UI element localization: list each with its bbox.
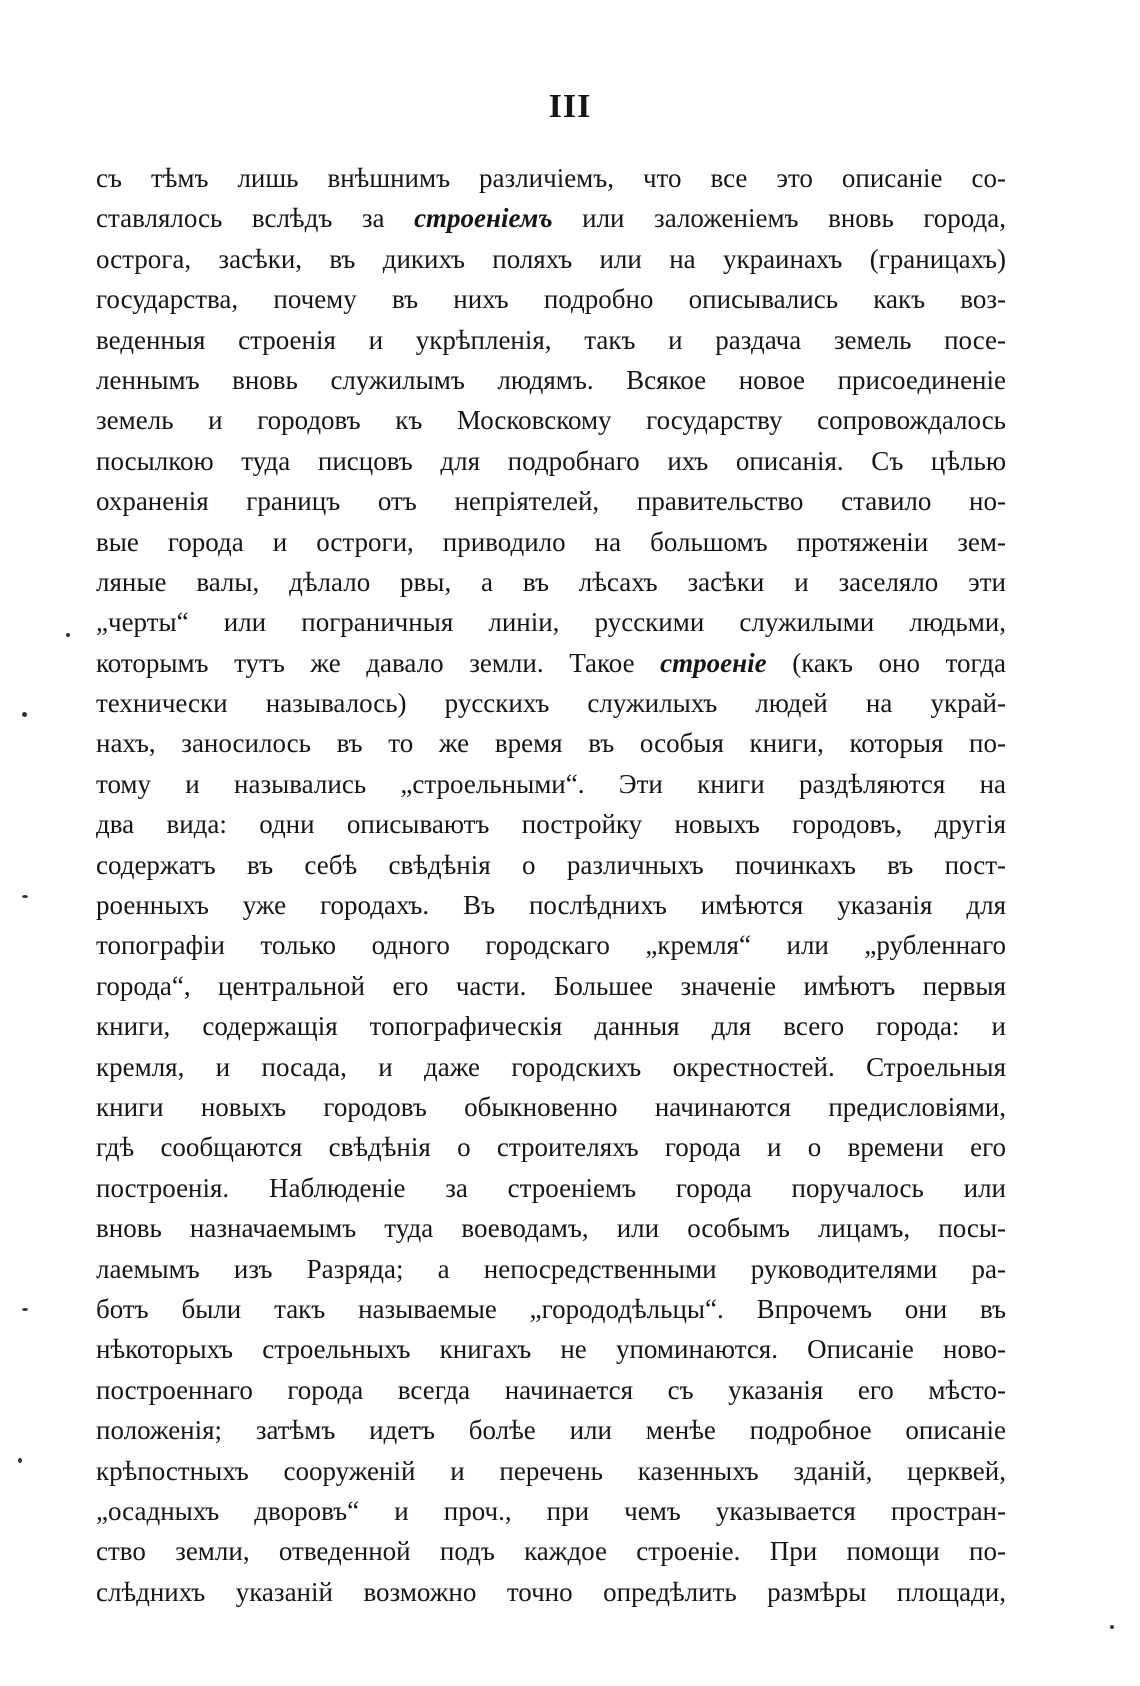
body-text: [96, 158, 1006, 1612]
text-line: [96, 643, 1006, 683]
text-line: [96, 1451, 1006, 1491]
text-segment: ство земли, отведенной подъ каждое строеніе. При помощи по-: [96, 1536, 1006, 1567]
text-segment: города“, центральной его части. Большее значеніе имѣютъ первыя: [96, 970, 1006, 1001]
text-line: [96, 1006, 1006, 1046]
text-segment: нѣкоторыхъ строельныхъ книгахъ не упоминаются. Описаніе ново-: [96, 1334, 1006, 1365]
text-segment: топографіи только одного городскаго „кремля“ или „рубленнаго: [96, 930, 1006, 961]
text-segment: лаемымъ изъ Разряда; а непосредственными руководителями ра-: [96, 1253, 1006, 1284]
text-segment: два вида: одни описываютъ постройку новыхъ городовъ, другія: [96, 809, 1006, 840]
text-segment: земель и городовъ къ Московскому государству сопровождалось: [96, 405, 1006, 436]
text-segment: острога, засѣки, въ дикихъ поляхъ или на украинахъ (границахъ): [96, 243, 1006, 274]
margin-speck: [18, 1458, 22, 1463]
text-line: [96, 158, 1006, 198]
text-segment: (какъ оно тогда: [766, 647, 1006, 678]
text-line: [96, 1531, 1006, 1571]
text-line: [96, 279, 1006, 319]
text-line: [96, 198, 1006, 238]
text-segment: охраненія границъ отъ непріятелей, правительство ставило но-: [96, 486, 1006, 517]
text-line: [96, 602, 1006, 642]
text-line: [96, 239, 1006, 279]
text-line: [96, 320, 1006, 360]
text-line: [96, 1087, 1006, 1127]
text-segment: государства, почему въ нихъ подробно описывались какъ воз-: [96, 284, 1006, 315]
text-line: [96, 1127, 1006, 1167]
text-segment: или заложеніемъ вновь города,: [552, 203, 1006, 234]
text-segment: ботъ были такъ называемые „горододѣльцы“. Впрочемъ они въ: [96, 1293, 1006, 1324]
margin-speck: [66, 633, 70, 637]
page-number: III: [548, 88, 592, 125]
text-segment: „осадныхъ дворовъ“ и проч., при чемъ указывается простран-: [96, 1495, 1006, 1526]
text-segment: ляные валы, дѣлало рвы, а въ лѣсахъ засѣки и заселяло эти: [96, 566, 1006, 597]
text-line: [96, 1370, 1006, 1410]
margin-speck: [22, 1308, 28, 1311]
text-segment: гдѣ сообщаются свѣдѣнія о строителяхъ города и о времени его: [96, 1132, 1006, 1163]
text-line: [96, 1047, 1006, 1087]
text-segment: нахъ, заносилось въ то же время въ особыя книги, которыя по-: [96, 728, 1006, 759]
text-segment: съ тѣмъ лишь внѣшнимъ различіемъ, что все это описаніе со-: [96, 163, 1006, 193]
text-segment: ставлялось вслѣдъ за: [96, 203, 415, 234]
text-line: [96, 400, 1006, 440]
text-line: [96, 1410, 1006, 1450]
text-segment: слѣднихъ указаній возможно точно опредѣлить размѣры площади,: [96, 1576, 1006, 1607]
text-line: [96, 804, 1006, 844]
text-segment: тому и назывались „строельными“. Эти книги раздѣляются на: [96, 768, 1006, 799]
text-line: [96, 1572, 1006, 1612]
text-line: [96, 481, 1006, 521]
text-segment: книги новыхъ городовъ обыкновенно начинаются предисловіями,: [96, 1091, 1006, 1122]
text-line: [96, 1168, 1006, 1208]
text-line: [96, 1491, 1006, 1531]
text-line: [96, 1208, 1006, 1248]
text-segment: построеннаго города всегда начинается съ указанія его мѣсто-: [96, 1374, 1006, 1405]
text-line: [96, 1249, 1006, 1289]
margin-speck: [22, 895, 28, 898]
text-line: [96, 1289, 1006, 1329]
emphasized-term: строеніе: [660, 647, 767, 678]
text-line: [96, 562, 1006, 602]
text-segment: вые города и остроги, приводило на большомъ протяженіи зем-: [96, 526, 1006, 557]
text-segment: посылкою туда писцовъ для подробнаго ихъ описанія. Съ цѣлью: [96, 445, 1006, 476]
text-line: [96, 522, 1006, 562]
text-segment: построенія. Наблюденіе за строеніемъ города поручалось или: [96, 1172, 1006, 1203]
text-line: [96, 966, 1006, 1006]
text-segment: кремля, и посада, и даже городскихъ окрестностей. Строельныя: [96, 1051, 1006, 1082]
text-segment: книги, содержащія топографическія данныя для всего города: и: [96, 1011, 1006, 1042]
text-line: [96, 764, 1006, 804]
text-segment: „черты“ или пограничныя линіи, русскими служилыми людьми,: [96, 607, 1006, 638]
text-line: [96, 885, 1006, 925]
text-segment: содержатъ въ себѣ свѣдѣнія о различныхъ починкахъ въ пост-: [96, 849, 1006, 880]
margin-speck: [1110, 1625, 1114, 1629]
text-segment: роенныхъ уже городахъ. Въ послѣднихъ имѣются указанія для: [96, 890, 1006, 921]
text-line: [96, 723, 1006, 763]
text-segment: которымъ тутъ же давало земли. Такое: [96, 647, 661, 678]
emphasized-term: строеніемъ: [414, 203, 553, 234]
text-line: [96, 360, 1006, 400]
text-segment: веденныя строенія и укрѣпленія, такъ и раздача земель посе-: [96, 324, 1006, 355]
text-segment: вновь назначаемымъ туда воеводамъ, или особымъ лицамъ, посы-: [96, 1213, 1006, 1244]
text-line: [96, 845, 1006, 885]
text-segment: технически называлось) русскихъ служилыхъ людей на украй-: [96, 688, 1006, 719]
text-line: [96, 1329, 1006, 1369]
text-segment: леннымъ вновь служилымъ людямъ. Всякое новое присоединеніе: [96, 364, 1006, 395]
text-line: [96, 683, 1006, 723]
text-segment: крѣпостныхъ сооруженій и перечень казенныхъ зданій, церквей,: [96, 1455, 1006, 1486]
text-line: [96, 441, 1006, 481]
margin-speck: [22, 712, 27, 717]
text-segment: положенія; затѣмъ идетъ болѣе или менѣе подробное описаніе: [96, 1415, 1006, 1446]
text-line: [96, 925, 1006, 965]
